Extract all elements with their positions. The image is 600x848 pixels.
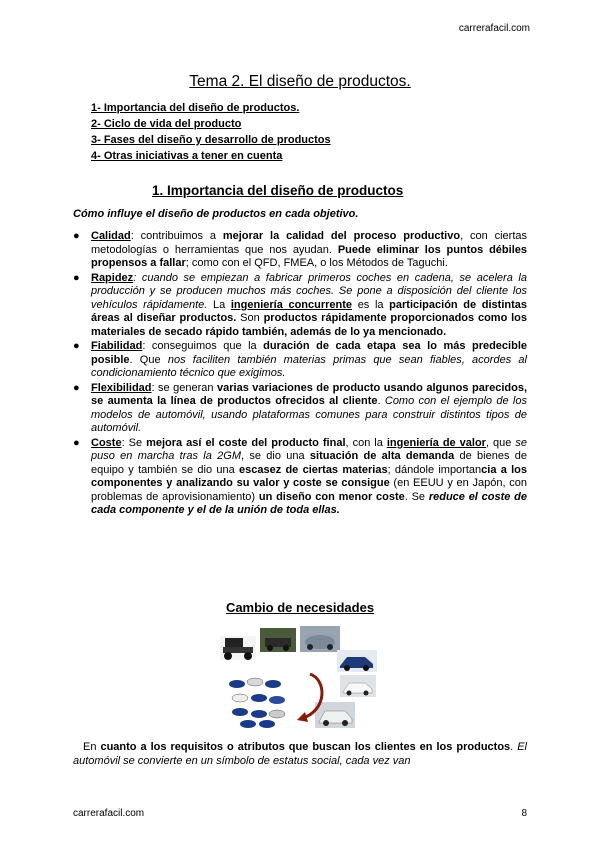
- text-bold: escasez de ciertas materias: [238, 463, 388, 476]
- text: ; dándole importan: [387, 463, 482, 476]
- text: (en EEUU y en Japón, con problemas de aprovisionamiento): [91, 477, 527, 503]
- text: . Que: [129, 353, 168, 366]
- text: , con ciertas metodologías o herramientas que nos ayudan.: [91, 230, 527, 256]
- text-bold: participación de distintas áreas al diseñar productos.: [91, 298, 527, 324]
- bullet-icon: ●: [73, 340, 80, 352]
- text-underline: ingeniería concurrente: [230, 298, 353, 311]
- text-bold: situación de alta demanda: [309, 450, 455, 462]
- toc-item[interactable]: 3- Fases del diseño y desarrollo de productos: [91, 134, 331, 146]
- text: de bienes de equipo y también se dio una: [91, 450, 527, 476]
- bullet-term: Flexibilidad: [91, 381, 152, 394]
- bullet-icon: ●: [73, 436, 80, 449]
- subheading: Cambio de necesidades: [225, 600, 375, 615]
- bullet-calidad: [73, 230, 527, 271]
- text-bold: cia a los componentes y analizando su valor y coste se consigue: [91, 463, 527, 489]
- toc-item[interactable]: 4- Otras iniciativas a tener en cuenta: [91, 150, 283, 162]
- beetle-car-image: [300, 626, 340, 652]
- classic-car-image: [260, 628, 296, 652]
- text: es la: [352, 298, 390, 311]
- modern-car-image: [315, 702, 355, 728]
- text-bold: mejora así el coste del producto final: [146, 436, 346, 449]
- ford-logos-image: [229, 678, 285, 728]
- text-bold: cuanto a los requisitos o atributos que buscan los clientes en los productos: [100, 741, 511, 753]
- intro-line: Cómo influye el diseño de productos en cada objetivo.: [73, 208, 359, 220]
- text-bold-italic: reduce el coste de cada componente y el de la unión de toda ellas.: [91, 490, 527, 516]
- table-of-contents: [91, 100, 331, 164]
- text-italic: Como con el ejemplo de los modelos de automóvil, usando plataformas comunes para construir distintos tipos de automóvil.: [91, 395, 527, 434]
- text: La: [207, 298, 231, 311]
- text: En: [83, 741, 101, 753]
- blue-car-image: [337, 650, 377, 672]
- text: , que: [485, 436, 516, 449]
- text-bold: productos rápidamente proporcionados como los materiales de secado rápido también, además de lo ya mencionado.: [91, 312, 527, 338]
- text: , se dio una: [241, 450, 310, 462]
- text-underline: ingeniería de valor: [386, 436, 486, 449]
- bullet-icon: ●: [73, 381, 80, 394]
- bullet-term: Coste: [91, 436, 122, 449]
- text-bold: mejorar la calidad del proceso productivo: [222, 230, 461, 242]
- header-site: carrerafacil.com: [458, 23, 530, 34]
- bullet-term: Rapidez: [91, 271, 134, 284]
- text: : se generan: [151, 381, 217, 394]
- bullet-flexibilidad: [73, 382, 527, 436]
- footer-site: carrerafacil.com: [73, 808, 145, 819]
- text: .: [510, 741, 518, 753]
- text: : contribuimos a: [130, 230, 223, 242]
- bullet-icon: ●: [73, 230, 80, 242]
- text: ; como con el QFD, FMEA, o los Métodos de Taguchi.: [185, 257, 448, 269]
- text-bold: varias variaciones de producto usando algunos parecidos, se aumenta la línea de productos ofrecidos al cliente: [91, 381, 527, 407]
- bullet-term: Fiabilidad: [91, 340, 143, 352]
- page-number: 8: [521, 808, 527, 819]
- bullet-coste: [73, 437, 527, 518]
- bullet-rapidez: [73, 272, 527, 340]
- text-italic: nos faciliten también materias primas que sean fiables, acordes al condicionamiento técnico que exigimos.: [91, 353, 527, 379]
- text: , con la: [345, 436, 387, 449]
- white-car-image: [340, 675, 376, 697]
- text-bold: Puede eliminar los puntos débiles propensos a fallar: [91, 243, 527, 269]
- text-italic: : cuando se empiezan a fabricar primeros coches en cadena, se acelera la producción y se producen muchos más coches. Se pone a disposición del cliente los vehículos rápidamente.: [91, 271, 527, 311]
- body-paragraph: [73, 740, 527, 768]
- vintage-car-image: [220, 636, 256, 660]
- text: : Se: [121, 436, 147, 449]
- toc-item[interactable]: 2- Ciclo de vida del producto: [91, 118, 242, 130]
- text: . Se: [404, 490, 429, 503]
- section-heading: 1. Importancia del diseño de productos: [152, 183, 404, 198]
- text-bold: un diseño con menor coste: [258, 490, 405, 503]
- text-bold: duración de cada etapa sea lo más predecible posible: [91, 340, 527, 366]
- text: .: [377, 395, 385, 407]
- bullet-list: [73, 230, 527, 519]
- bullet-fiabilidad: [73, 340, 527, 381]
- bullet-term: Calidad: [91, 230, 131, 242]
- toc-item[interactable]: 1- Importancia del diseño de productos.: [91, 102, 300, 114]
- car-evolution-collage: [215, 622, 385, 732]
- text: : conseguimos que la: [142, 340, 264, 352]
- page-title: Tema 2. El diseño de productos.: [189, 73, 411, 90]
- text-italic: El automóvil se convierte en un símbolo de estatus social, cada vez van: [73, 741, 527, 767]
- text-italic: se puso en marcha tras la 2GM: [91, 436, 528, 462]
- text: Son: [236, 312, 264, 324]
- bullet-icon: ●: [73, 271, 80, 284]
